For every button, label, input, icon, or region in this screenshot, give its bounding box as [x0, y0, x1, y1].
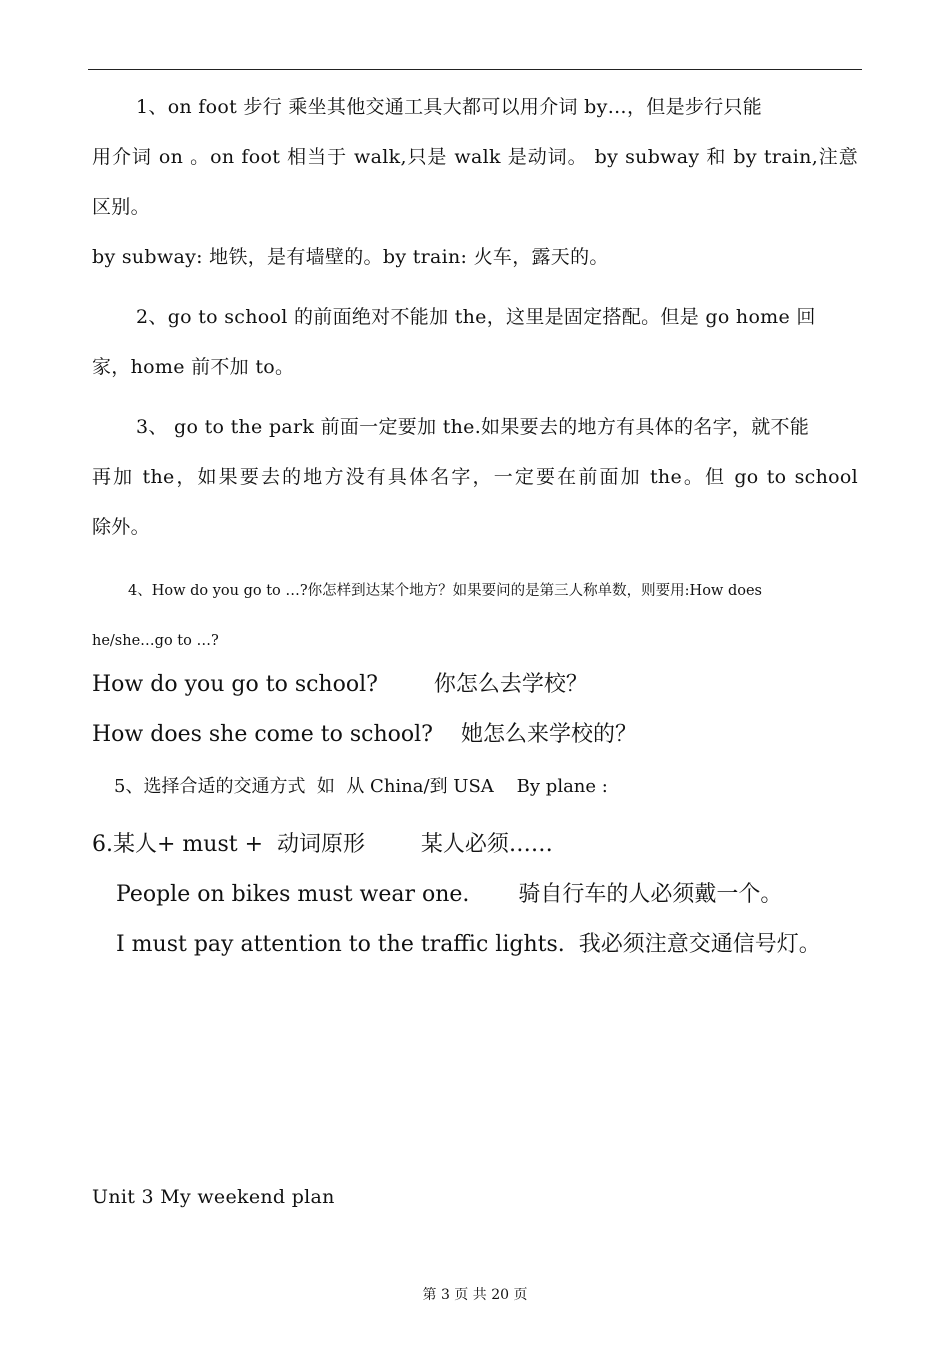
text-line-5: 2、go to school 的前面绝对不能加 the，这里是固定搭配。但是 go home 回 — [136, 306, 816, 328]
text-line-1: 1、on foot 步行 乘坐其他交通工具大都可以用介词 by…，但是步行只能 — [136, 96, 763, 118]
text-line-4: by subway: 地铁，是有墙壁的。by train: 火车，露天的。 — [92, 246, 609, 268]
text-line-14: 5、选择合适的交通方式 如 从 China/到 USA By plane : — [114, 776, 608, 797]
text-line-7: 3、 go to the park 前面一定要加 the.如果要去的地方有具体的名字，就不能 — [136, 416, 810, 438]
example-question-2: How does she come to school? 她怎么来学校的？ — [92, 722, 637, 747]
example-sentence-1: People on bikes must wear one. 骑自行车的人必须戴一个。 — [116, 882, 783, 907]
text-line-8: 再加 the，如果要去的地方没有具体名字，一定要在前面加 the。但 go to school — [92, 466, 858, 488]
header-rule — [88, 69, 862, 70]
text-line-11: he/she…go to …? — [92, 633, 219, 649]
unit-heading: Unit 3 My weekend plan — [92, 1186, 335, 1208]
rule-must: 6.某人+ must + 动词原形 某人必须…… — [92, 832, 553, 857]
text-line-3: 区别。 — [92, 196, 150, 218]
example-sentence-2: I must pay attention to the traffic lights. 我必须注意交通信号灯。 — [116, 932, 821, 957]
text-line-9: 除外。 — [92, 516, 150, 538]
example-question-1: How do you go to school? 你怎么去学校？ — [92, 672, 588, 697]
text-line-6: 家，home 前不加 to。 — [92, 356, 295, 378]
text-line-2: 用介词 on 。on foot 相当于 walk,只是 walk 是动词。 by subway 和 by train,注意 — [92, 146, 858, 168]
text-line-10: 4、How do you go to …?你怎样到达某个地方？如果要问的是第三人称单数，则要用:How does — [128, 583, 762, 599]
page-number: 第 3 页 共 20 页 — [422, 1287, 528, 1303]
